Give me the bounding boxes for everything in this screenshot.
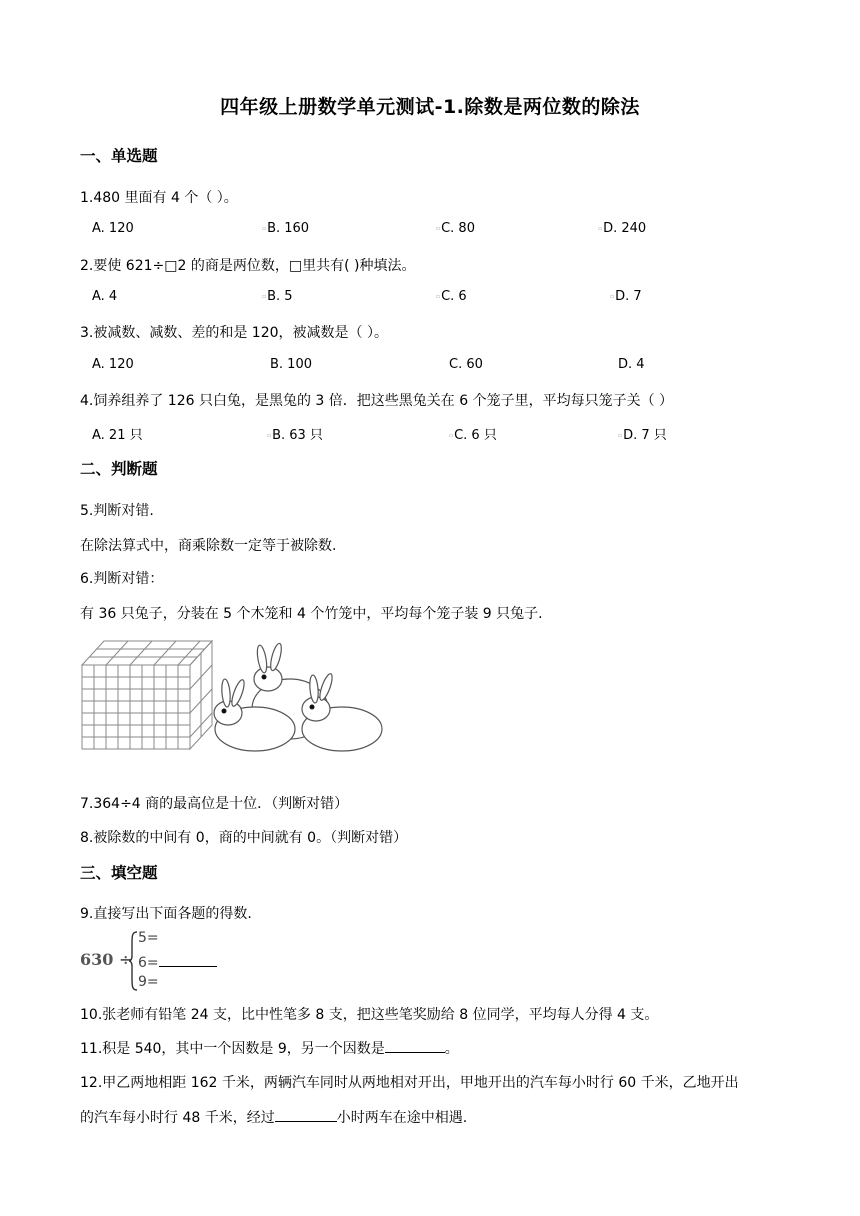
option-b: ▫B. 160	[262, 221, 310, 236]
answer-blank[interactable]	[159, 952, 217, 967]
section-heading-fill-in: 三、填空题	[80, 864, 158, 882]
division-formula	[80, 930, 230, 992]
option-b: ▫B. 5	[262, 289, 293, 304]
question-3: 3.被减数、减数、差的和是 120，被减数是（ ）。	[80, 325, 388, 341]
question-11: 11.积是 540，其中一个因数是 9，另一个因数是 。	[80, 1038, 459, 1058]
option-b: ▫B. 63 只	[267, 428, 323, 443]
question-7: 7.364÷4 商的最高位是十位．（判断对错）	[80, 796, 349, 812]
option-c: ▫C. 80	[436, 221, 475, 236]
question-6-body: 有 36 只兔子，分装在 5 个木笼和 4 个竹笼中，平均每个笼子装 9 只兔子.	[80, 606, 543, 622]
option-c: ▫C. 6	[436, 289, 467, 304]
question-4-options	[92, 424, 772, 444]
option-a: A. 4	[92, 289, 118, 304]
question-1: 1.480 里面有 4 个（ ）。	[80, 190, 238, 206]
answer-blank[interactable]	[275, 1107, 337, 1122]
question-5-head: 5.判断对错.	[80, 503, 154, 519]
cage-rabbits-illustration	[80, 637, 390, 752]
answer-blank[interactable]	[385, 1038, 445, 1053]
option-b: B. 100	[270, 357, 312, 372]
question-12-line-1: 12.甲乙两地相距 162 千米，两辆汽车同时从两地相对开出，甲地开出的汽车每小时行 60 千米，乙地开出	[80, 1075, 739, 1091]
page-title: 四年级上册数学单元测试-1.除数是两位数的除法	[220, 96, 640, 118]
option-d: ▫D. 7 只	[618, 428, 667, 443]
question-6-head: 6.判断对错：	[80, 571, 164, 587]
question-4: 4.饲养组养了 126 只白兔，是黑兔的 3 倍．把这些黑兔关在 6 个笼子里，平均每只笼子关（ ）	[80, 393, 674, 409]
option-d: ▫D. 7	[610, 289, 642, 304]
question-12-line-2: 的汽车每小时行 48 千米，经过 小时两车在途中相遇.	[80, 1107, 467, 1127]
question-9-head: 9.直接写出下面各题的得数.	[80, 906, 252, 922]
formula-row-9: 9=	[138, 974, 159, 990]
question-8: 8.被除数的中间有 0，商的中间就有 0。（判断对错）	[80, 830, 408, 846]
question-2-options	[92, 289, 772, 309]
option-a: A. 120	[92, 357, 134, 372]
option-c: ▫C. 6 只	[449, 428, 497, 443]
question-1-options	[92, 221, 772, 241]
option-d: D. 4	[618, 357, 645, 372]
left-brace-icon	[128, 930, 138, 992]
option-a: A. 120	[92, 221, 134, 236]
question-5-body: 在除法算式中，商乘除数一定等于被除数.	[80, 538, 337, 554]
option-c: C. 60	[449, 357, 483, 372]
formula-row-5: 5=	[138, 930, 159, 946]
formula-dividend: 630 ÷	[80, 950, 133, 969]
option-a: A. 21 只	[92, 428, 143, 443]
question-3-options	[92, 357, 772, 377]
section-heading-single-choice: 一、单选题	[80, 147, 158, 165]
section-heading-true-false: 二、判断题	[80, 460, 158, 478]
question-10: 10.张老师有铅笔 24 支，比中性笔多 8 支，把这些笔奖励给 8 位同学，平均每人分得 4 支。	[80, 1007, 659, 1023]
question-2: 2.要使 621÷□2 的商是两位数，□里共有( )种填法。	[80, 258, 416, 274]
formula-row-6: 6=	[138, 952, 217, 971]
option-d: ▫D. 240	[598, 221, 647, 236]
